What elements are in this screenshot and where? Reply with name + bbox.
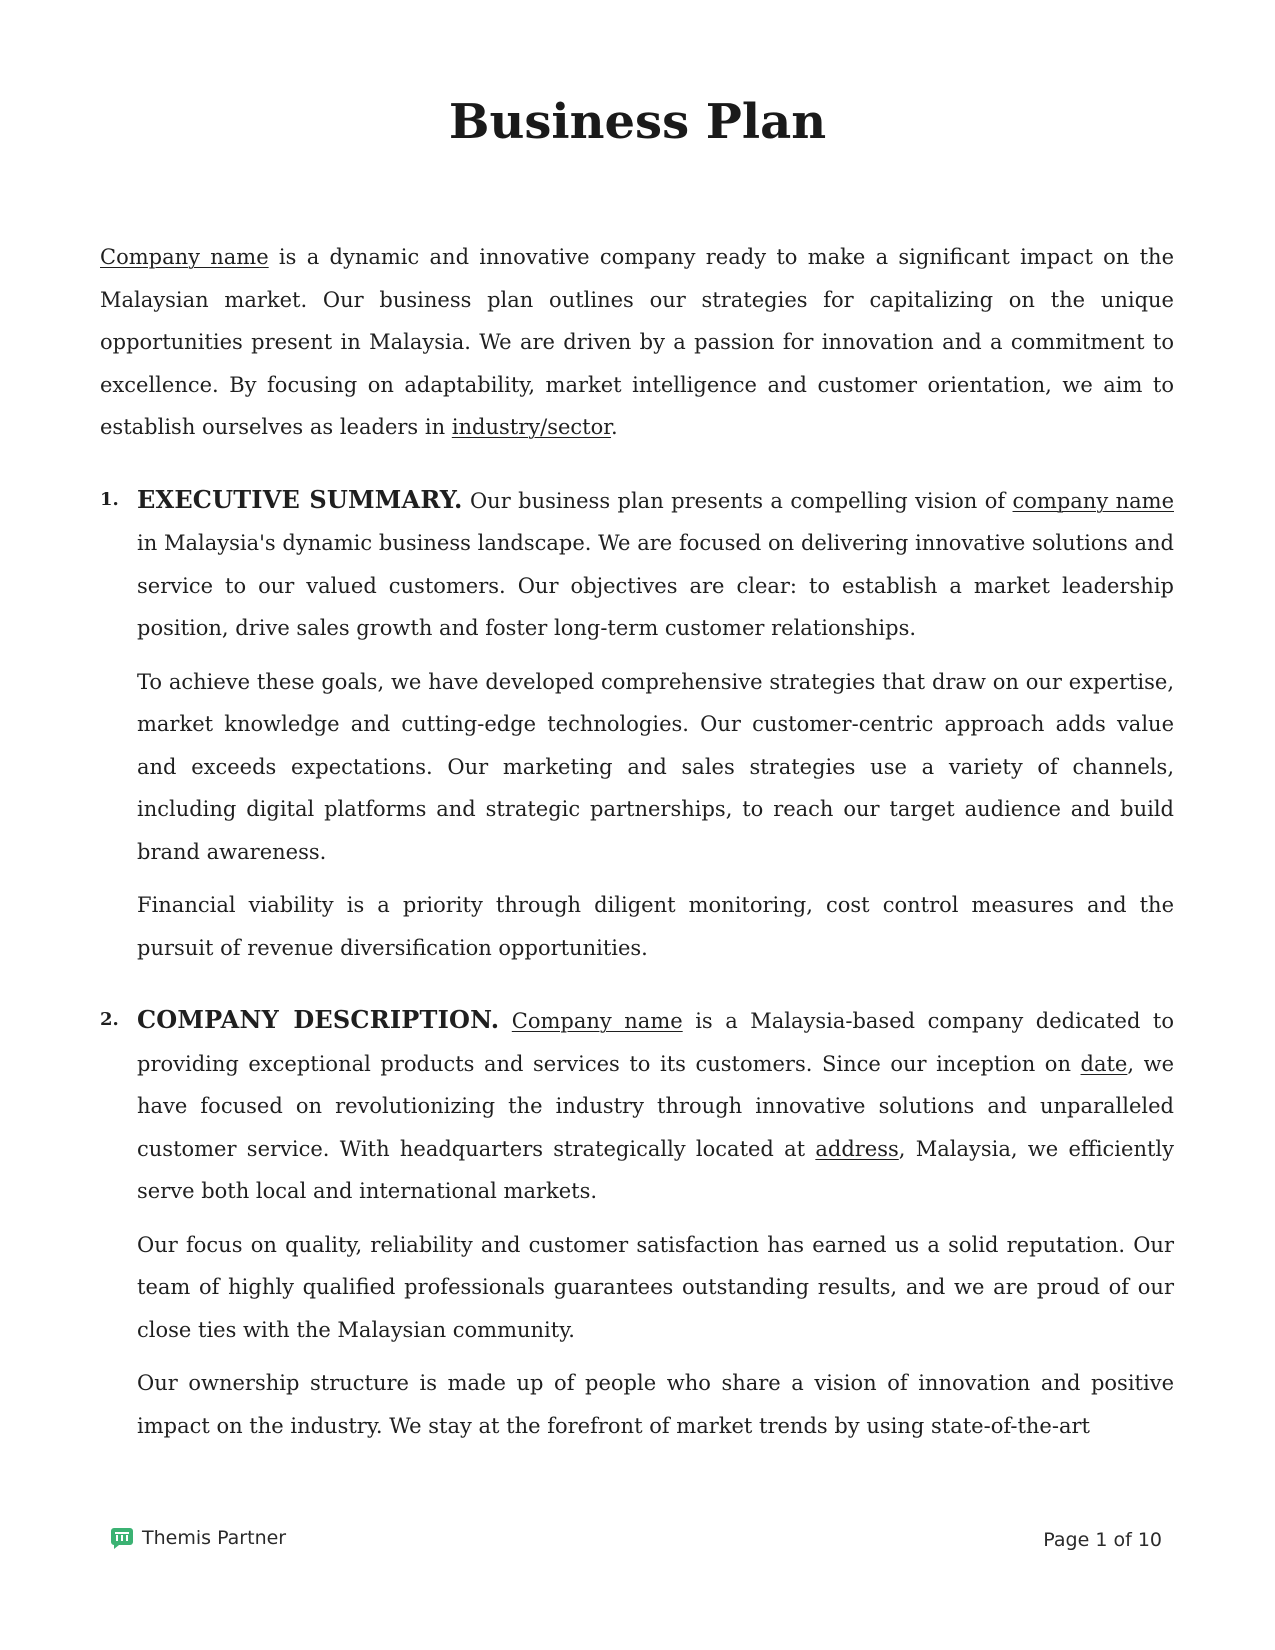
section-paragraph (137, 479, 1174, 650)
placeholder-address: address (815, 1136, 899, 1161)
intro-text: is a dynamic and innovative company ready to make a significant impact on the Malaysian market. Our business plan outlines our strategies for capitalizing on the unique opportunities present in Malaysia. We are driven by a passion for innovation and a commitment to excellence. By focusing on adaptability, market intelligence and customer orientation, we aim to establish ourselves as leaders in (100, 245, 1174, 439)
paragraph-text: is a Malaysia-based company dedicated to providing exceptional products and services to its customers. Since our inception on (137, 1009, 1174, 1076)
section-paragraph: Our focus on quality, reliability and customer satisfaction has earned us a solid reputation. Our team of highly qualified professionals guarantees outstanding results, and we are proud of our close ties with the Malaysian community. (137, 1232, 1174, 1342)
paragraph-text: , we have focused on revolutionizing the industry through innovative solutions and unparalleled customer service. With headquarters strategically located at (137, 1051, 1174, 1161)
page-number: Page 1 of 10 (1043, 1529, 1162, 1551)
section-heading: COMPANY DESCRIPTION. (137, 1005, 500, 1034)
paragraph-text: in Malaysia's dynamic business landscape. We are focused on delivering innovative solutions and service to our valued customers. Our objectives are clear: to establish a market leadership position, drive sales growth and foster long-term customer relationships. (137, 531, 1174, 640)
section-heading: EXECUTIVE SUMMARY. (137, 484, 463, 514)
section-executive-summary (100, 479, 1174, 970)
placeholder-company-name: Company name (511, 1009, 683, 1033)
section-paragraph (137, 999, 1174, 1213)
brand (110, 1526, 286, 1550)
document-body (100, 236, 1174, 1447)
section-paragraph: Financial viability is a priority through diligent monitoring, cost control measures and the pursuit of revenue diversification opportunities. (137, 893, 1174, 960)
section-company-description (100, 999, 1174, 1447)
placeholder-company-name: Company name (100, 245, 269, 269)
placeholder-date: date (1080, 1051, 1128, 1076)
section-number: 1. (100, 488, 119, 510)
section-number: 2. (100, 1009, 119, 1030)
page-footer (110, 1526, 1162, 1554)
page-title: Business Plan (448, 94, 827, 150)
paragraph-text: , Malaysia, we efficiently serve both local and international markets. (137, 1136, 1174, 1203)
placeholder-company-name: company name (1012, 488, 1174, 513)
intro-paragraph (100, 236, 1174, 449)
themis-logo-icon (110, 1526, 134, 1550)
placeholder-industry-sector: industry/sector (451, 415, 611, 439)
brand-name: Themis Partner (142, 1527, 287, 1549)
section-paragraph: To achieve these goals, we have developed comprehensive strategies that draw on our expertise, market knowledge and cutting-edge technologies. Our customer-centric approach adds value and exceeds expectations. Our marketing and sales strategies use a variety of channels, including digital platforms and strategic partnerships, to reach our target audience and build brand awareness. (137, 669, 1174, 864)
paragraph-text: Our business plan presents a compelling vision of (462, 488, 1013, 513)
intro-text-end: . (611, 415, 618, 439)
section-paragraph: Our ownership structure is made up of people who share a vision of innovation and positive impact on the industry. We stay at the forefront of market trends by using state-of-the-art (137, 1371, 1174, 1438)
